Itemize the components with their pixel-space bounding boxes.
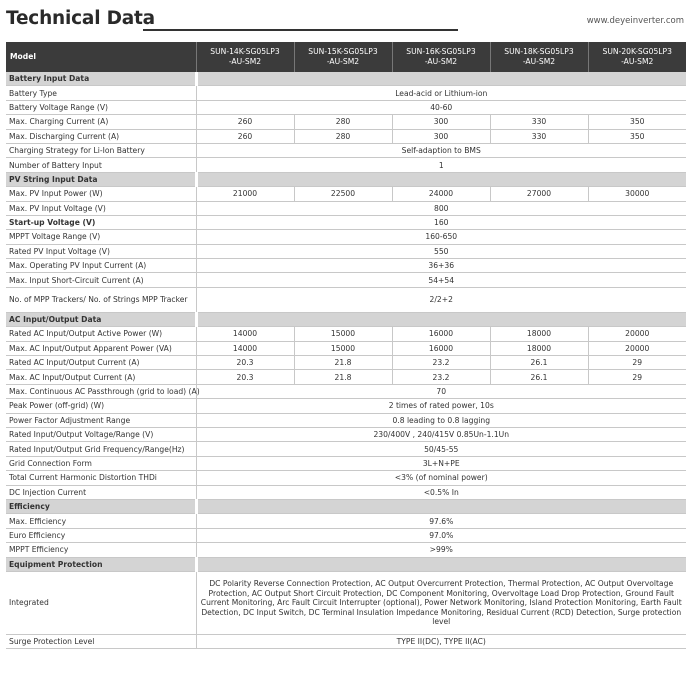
row-value: 300 — [392, 115, 490, 129]
row-value: 20000 — [588, 327, 686, 341]
row-label: Start-up Voltage (V) — [6, 215, 196, 229]
row-value: 21000 — [196, 187, 294, 201]
table-row — [6, 158, 686, 172]
table-row — [6, 143, 686, 157]
page-title: Technical Data — [6, 8, 155, 29]
row-value: 260 — [196, 129, 294, 143]
row-label: Rated PV Input Voltage (V) — [6, 244, 196, 258]
table-row — [6, 384, 686, 398]
row-label: Rated Input/Output Grid Frequency/Range(Hz) — [6, 442, 196, 456]
section-title: PV String Input Data — [6, 172, 196, 186]
table-row — [6, 356, 686, 370]
row-value: 40-60 — [196, 100, 686, 114]
row-value: 18000 — [490, 327, 588, 341]
table-row — [6, 442, 686, 456]
table-row — [6, 514, 686, 528]
table-row — [6, 571, 686, 634]
row-value: 30000 — [588, 187, 686, 201]
table-row — [6, 543, 686, 557]
technical-data-table — [6, 42, 686, 649]
row-label: Max. Discharging Current (A) — [6, 129, 196, 143]
row-label: No. of MPP Trackers/ No. of Strings MPP Tracker — [6, 287, 196, 312]
row-value: 160-650 — [196, 230, 686, 244]
row-label: Peak Power (off-grid) (W) — [6, 399, 196, 413]
row-value: 26.1 — [490, 370, 588, 384]
section-header-row — [6, 312, 686, 326]
row-value: 2/2+2 — [196, 287, 686, 312]
table-row — [6, 244, 686, 258]
row-label: Rated AC Input/Output Active Power (W) — [6, 327, 196, 341]
model-name: SUN-20K-SG05LP3 -AU-SM2 — [588, 42, 686, 72]
row-value: 14000 — [196, 327, 294, 341]
row-value: 3L+N+PE — [196, 456, 686, 470]
row-value: 330 — [490, 129, 588, 143]
row-value: 21.8 — [294, 370, 392, 384]
row-value: 330 — [490, 115, 588, 129]
table-row — [6, 115, 686, 129]
table-row — [6, 370, 686, 384]
table-row — [6, 327, 686, 341]
table-row — [6, 485, 686, 499]
page-header — [6, 6, 686, 34]
row-label: Rated Input/Output Voltage/Range (V) — [6, 427, 196, 441]
model-name: SUN-14K-SG05LP3 -AU-SM2 — [196, 42, 294, 72]
row-label: Battery Type — [6, 86, 196, 100]
row-value: 70 — [196, 384, 686, 398]
table-row — [6, 187, 686, 201]
section-fill — [196, 499, 686, 513]
row-label: Battery Voltage Range (V) — [6, 100, 196, 114]
table-row — [6, 413, 686, 427]
section-fill — [196, 72, 686, 86]
row-value: 23.2 — [392, 356, 490, 370]
row-value: 350 — [588, 115, 686, 129]
row-label: Max. PV Input Voltage (V) — [6, 201, 196, 215]
row-label: Max. Efficiency — [6, 514, 196, 528]
row-value: 23.2 — [392, 370, 490, 384]
row-value: TYPE II(DC), TYPE II(AC) — [196, 634, 686, 648]
row-value: 97.0% — [196, 528, 686, 542]
row-value: 54+54 — [196, 273, 686, 287]
table-row — [6, 634, 686, 648]
model-name: SUN-16K-SG05LP3 -AU-SM2 — [392, 42, 490, 72]
row-value: 350 — [588, 129, 686, 143]
row-label: Max. Charging Current (A) — [6, 115, 196, 129]
table-row — [6, 399, 686, 413]
row-value: 230/400V , 240/415V 0.85Un-1.1Un — [196, 427, 686, 441]
table-row — [6, 528, 686, 542]
row-value: Lead-acid or Lithium-ion — [196, 86, 686, 100]
row-label: Max. AC Input/Output Current (A) — [6, 370, 196, 384]
row-value: 16000 — [392, 327, 490, 341]
table-row — [6, 230, 686, 244]
row-value: Self-adaption to BMS — [196, 143, 686, 157]
row-value: 1 — [196, 158, 686, 172]
table-row — [6, 259, 686, 273]
section-title: Efficiency — [6, 499, 196, 513]
row-value: >99% — [196, 543, 686, 557]
row-value: 280 — [294, 129, 392, 143]
model-name: SUN-18K-SG05LP3 -AU-SM2 — [490, 42, 588, 72]
table-body — [6, 72, 686, 649]
website-url: www.deyeinverter.com — [586, 16, 684, 26]
row-value: 15000 — [294, 341, 392, 355]
row-value: 300 — [392, 129, 490, 143]
table-row — [6, 341, 686, 355]
table-header — [6, 42, 686, 72]
row-label: MPPT Voltage Range (V) — [6, 230, 196, 244]
row-label: Total Current Harmonic Distortion THDi — [6, 471, 196, 485]
row-value: 20000 — [588, 341, 686, 355]
row-value: 0.8 leading to 0.8 lagging — [196, 413, 686, 427]
row-label: MPPT Efficiency — [6, 543, 196, 557]
row-label: Charging Strategy for Li-Ion Battery — [6, 143, 196, 157]
table-row — [6, 201, 686, 215]
row-value: 18000 — [490, 341, 588, 355]
row-label: Euro Efficiency — [6, 528, 196, 542]
row-label: Max. PV Input Power (W) — [6, 187, 196, 201]
row-value: 97.6% — [196, 514, 686, 528]
row-value: 14000 — [196, 341, 294, 355]
section-fill — [196, 557, 686, 571]
section-title: Equipment Protection — [6, 557, 196, 571]
row-label: Max. Operating PV Input Current (A) — [6, 259, 196, 273]
row-value: 280 — [294, 115, 392, 129]
section-fill — [196, 312, 686, 326]
row-value: 27000 — [490, 187, 588, 201]
row-value: 20.3 — [196, 370, 294, 384]
table-row — [6, 273, 686, 287]
section-title: Battery Input Data — [6, 72, 196, 86]
section-header-row — [6, 499, 686, 513]
row-value: 29 — [588, 370, 686, 384]
row-label: Integrated — [6, 571, 196, 634]
table-row — [6, 129, 686, 143]
section-fill — [196, 172, 686, 186]
row-value: 20.3 — [196, 356, 294, 370]
table-row — [6, 456, 686, 470]
model-header-label: Model — [6, 42, 196, 72]
row-value: 24000 — [392, 187, 490, 201]
row-label: Max. Continuous AC Passthrough (grid to load) (A) — [6, 384, 196, 398]
row-value: <0.5% In — [196, 485, 686, 499]
row-label: Max. AC Input/Output Apparent Power (VA) — [6, 341, 196, 355]
section-header-row — [6, 172, 686, 186]
row-label: Grid Connection Form — [6, 456, 196, 470]
row-value: 550 — [196, 244, 686, 258]
row-value: 15000 — [294, 327, 392, 341]
model-header-row — [6, 42, 686, 72]
row-value: DC Polarity Reverse Connection Protection, AC Output Overcurrent Protection, Thermal Protection, AC Output Overvoltage Protection, AC Output Short Circuit Protection, DC Component Monitoring, Overvoltage Load Drop Protection, Ground Fault Current Monitoring, Arc Fault Circuit Interrupter (optional), Power Network Monitoring, Island Protection Monitoring, Earth Fault Detection, DC Input Switch, DC Terminal Insulation Impedance Monitoring, Residual Current (RCD) Detection, Surge protection level — [196, 571, 686, 634]
section-header-row — [6, 557, 686, 571]
row-label: Max. Input Short-Circuit Current (A) — [6, 273, 196, 287]
table-row — [6, 471, 686, 485]
row-value: 29 — [588, 356, 686, 370]
section-title: AC Input/Output Data — [6, 312, 196, 326]
row-label: Surge Protection Level — [6, 634, 196, 648]
table-row — [6, 100, 686, 114]
row-label: DC Injection Current — [6, 485, 196, 499]
row-value: <3% (of nominal power) — [196, 471, 686, 485]
row-value: 800 — [196, 201, 686, 215]
title-underline — [143, 29, 458, 31]
row-value: 22500 — [294, 187, 392, 201]
row-value: 50/45-55 — [196, 442, 686, 456]
row-value: 2 times of rated power, 10s — [196, 399, 686, 413]
row-label: Number of Battery Input — [6, 158, 196, 172]
table-row — [6, 86, 686, 100]
row-value: 160 — [196, 215, 686, 229]
row-label: Power Factor Adjustment Range — [6, 413, 196, 427]
row-value: 260 — [196, 115, 294, 129]
table-row — [6, 215, 686, 229]
table-row — [6, 287, 686, 312]
row-label: Rated AC Input/Output Current (A) — [6, 356, 196, 370]
row-value: 26.1 — [490, 356, 588, 370]
section-header-row — [6, 72, 686, 86]
row-value: 21.8 — [294, 356, 392, 370]
table-row — [6, 427, 686, 441]
row-value: 36+36 — [196, 259, 686, 273]
row-value: 16000 — [392, 341, 490, 355]
model-name: SUN-15K-SG05LP3 -AU-SM2 — [294, 42, 392, 72]
